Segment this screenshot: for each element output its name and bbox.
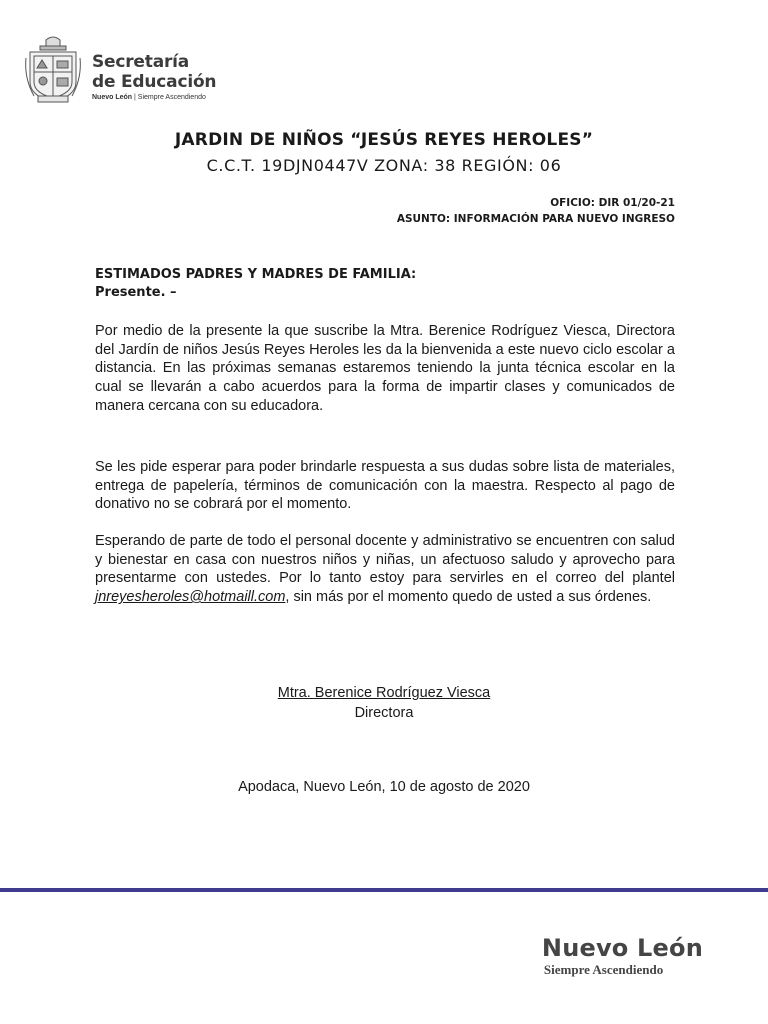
logo-line-secretaria: Secretaría	[92, 52, 190, 72]
oficio-block	[397, 195, 675, 227]
school-cct: C.C.T. 19DJN0447V ZONA: 38 REGIÓN: 06	[206, 156, 562, 175]
signature-role: Directora	[354, 705, 414, 721]
body-paragraph-2: Se les pide esperar para poder brindarle respuesta a sus dudas sobre lista de materiales, entrega de papelería, términos de comunicación con la maestra. Respecto al pago de donativo no se cobrará por el momento.	[95, 459, 675, 513]
body-paragraph-1: Por medio de la presente la que suscribe la Mtra. Berenice Rodríguez Viesca, Directora del Jardín de niños Jesús Reyes Heroles les da la bienvenida a este nuevo ciclo escolar a distancia. En las próximas semanas estaremos teniendo la junta técnica escolar en la cual se llevarán a cabo acuerdos para la forma de impartir clases y comunicados de manera cercana con su educadora.	[95, 323, 675, 414]
body-paragraph-3	[95, 532, 675, 607]
footer-divider	[0, 888, 768, 892]
school-name: JARDIN DE NIÑOS “JESÚS REYES HEROLES”	[174, 130, 594, 150]
logo-tag-state: Nuevo León	[92, 94, 133, 101]
footer-subtitle: Siempre Ascendiendo	[543, 962, 664, 977]
salutation-recipients: ESTIMADOS PADRES Y MADRES DE FAMILIA:	[95, 267, 417, 282]
logo-line-educacion: de Educación	[92, 72, 217, 92]
paragraph-3-text-end: , sin más por el momento quedo de usted a sus órdenes.	[285, 589, 652, 606]
email-link[interactable]: jnreyesheroles@hotmaill.com	[95, 589, 286, 606]
salutation-presente: Presente. –	[95, 285, 177, 300]
logo-tag-motto: | Siempre Ascendiendo	[132, 94, 206, 101]
signature-name: Mtra. Berenice Rodríguez Viesca	[277, 685, 491, 701]
salutation	[95, 266, 416, 302]
footer-brand	[542, 934, 703, 978]
footer-title: Nuevo León	[541, 934, 703, 962]
logo-tagline	[92, 94, 216, 101]
place-and-date: Apodaca, Nuevo León, 10 de agosto de 2020	[238, 779, 530, 795]
paragraph-3-text-start: Esperando de parte de todo el personal docente y administrativo se encuentren con salud y bienestar en casa con nuestros niños y niñas, un afectuoso saludo y aprovecho para presentarme con ustedes. Por lo tanto estoy para servirles en el correo del plantel	[95, 533, 675, 587]
oficio-number: OFICIO: DIR 01/20-21	[550, 197, 675, 209]
oficio-subject: ASUNTO: INFORMACIÓN PARA NUEVO INGRESO	[396, 213, 675, 225]
secretaria-logo	[92, 52, 216, 101]
state-seal-icon	[24, 34, 82, 106]
